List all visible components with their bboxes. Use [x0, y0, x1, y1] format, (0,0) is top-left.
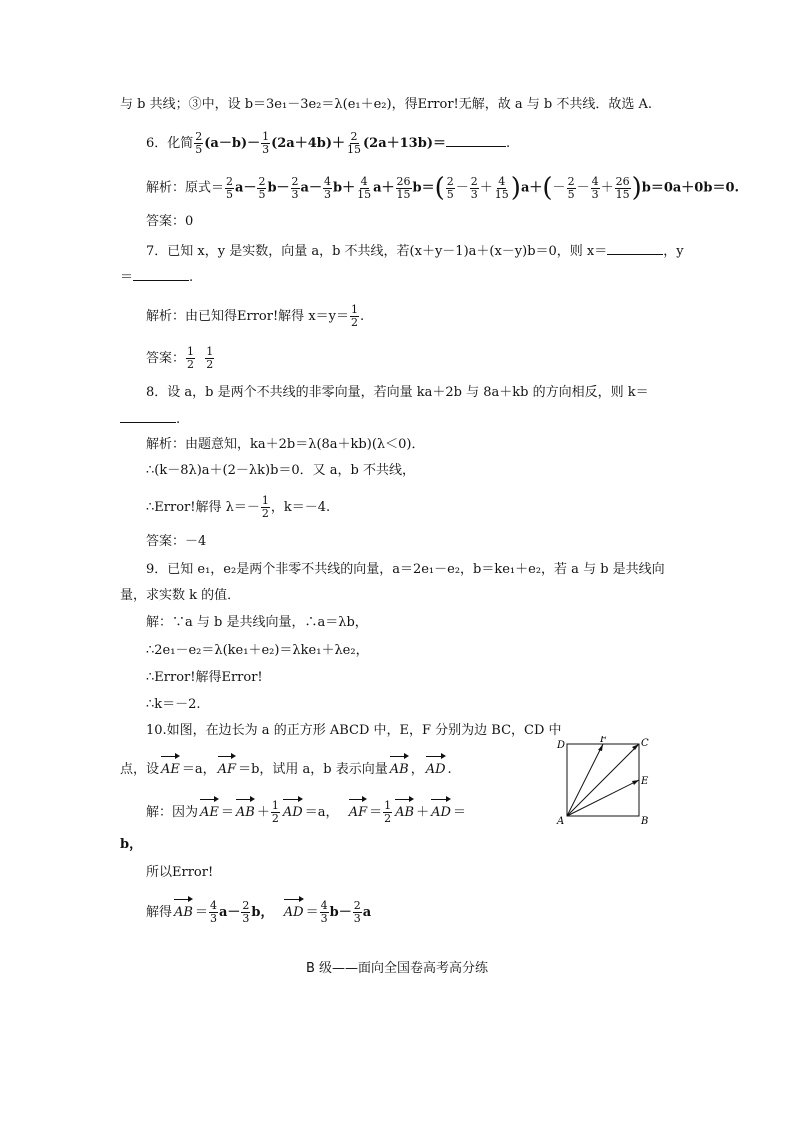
vector-ac	[567, 744, 639, 816]
analysis-7: 解析：由已知得Error!解得 x＝y＝ $\frac{1}{2}$ .	[146, 303, 365, 329]
solution-10-a: 解：因为 AE ＝ AB ＋ $\frac{1}{2}$ AD ＝a， AF ＝ $\frac{1}{2}$ AB ＋ AD ＝	[146, 796, 466, 825]
question-9-a: 9．已知 e₁，e₂是两个非零不共线的向量，a＝2e₁－e₂，b＝ke₁＋e₂，若 a 与 b 是共线向	[146, 562, 665, 577]
square-figure	[554, 736, 654, 826]
answer-6: 答案：0	[146, 214, 194, 229]
label-e: E	[641, 776, 649, 787]
analysis-8-b: ∴(k－8λ)a＋(2－λk)b＝0．又 a，b 不共线，	[146, 463, 416, 478]
label-c: C	[641, 738, 649, 749]
answer-8: 答案：－4	[146, 534, 207, 549]
label-b: B	[641, 816, 649, 826]
arrowhead-af	[598, 744, 603, 751]
label-a: A	[557, 816, 565, 826]
text-line: 与 b 共线；③中，设 b＝3e₁－3e₂＝λ(e₁＋e₂)，得Error!无解，故 a 与 b 不共线．故选 A.	[120, 97, 653, 112]
question-9-b: 量，求实数 k 的值．	[120, 588, 241, 603]
solution-10-c: 所以Error!	[146, 865, 214, 880]
solution-10-d: 解得 AB ＝ $\frac{4}{3}$ a－ $\frac{2}{3}$ b， AD ＝ $\frac{4}{3}$ b－ $\frac{2}{3}$ a	[146, 896, 371, 925]
answer-blank	[446, 134, 506, 147]
analysis-8-c: ∴Error!解得 λ＝－ $\frac{1}{2}$ ，k＝－4.	[146, 494, 331, 520]
analysis-8-a: 解析：由题意知，ka＋2b＝λ(8a＋kb)(λ＜0)．	[146, 437, 425, 452]
label-f: F	[600, 736, 607, 745]
analysis-6: 解析：原式＝ $\frac{2}{5}$ a－ $\frac{2}{5}$ b－ $\frac{2}{3}$ a－ $\frac{4}{3}$ b＋ $\frac{4}{15}$ a＋ $\frac{26}{15}$ b＝( $\frac{2}{5}$ － $\frac{2}{3}$ ＋ $\frac{4}{15}$ )a＋(－ $\frac{2}{5}$ － $\frac{4}{3}$ ＋ $\frac{26}{15}$ )b＝0a＋0b＝0.	[146, 173, 740, 203]
solution-9-b: ∴2e₁－e₂＝λ(ke₁＋e₂)＝λke₁＋λe₂，	[146, 643, 369, 658]
question-10-b: 点，设 AE ＝a， AF ＝b，试用 a，b 表示向量 AB ， AD .	[120, 753, 452, 779]
section-heading: B 级——面向全国卷高考高分练	[305, 961, 489, 976]
question-7: 7．已知 x，y 是实数，向量 a，b 不共线，若(x＋y－1)a＋(x－y)b＝0，则 x＝ ，y	[146, 244, 684, 259]
question-8: 8．设 a，b 是两个不共线的非零向量，若向量 ka＋2b 与 8a＋kb 的方向相反，则 k＝	[146, 385, 649, 400]
solution-9-c: ∴Error!解得Error!	[146, 670, 263, 685]
solution-9-a: 解：∵a 与 b 是共线向量，∴a＝λb，	[146, 615, 368, 630]
arrowhead-ac	[632, 744, 639, 750]
vector-af	[567, 744, 603, 816]
vector-ae	[567, 780, 639, 816]
question-8-blank: .	[120, 410, 180, 429]
question-10-a: 10.如图，在边长为 a 的正方形 ABCD 中，E，F 分别为边 BC，CD 中	[146, 723, 562, 738]
solution-10-b: b，	[120, 837, 143, 852]
arrowhead-ae	[632, 780, 639, 785]
answer-7: 答案： $\frac{1}{2}$ $\frac{1}{2}$	[146, 345, 214, 371]
label-d: D	[557, 740, 566, 751]
question-7-cont: ＝ .	[120, 270, 194, 285]
solution-9-d: ∴k＝－2.	[146, 697, 201, 712]
question-6: 6．化简 $\frac{2}{5}$ (a－b)－ $\frac{1}{3}$ (2a＋4b)＋ $\frac{2}{15}$ (2a＋13b)＝ .	[146, 130, 511, 156]
